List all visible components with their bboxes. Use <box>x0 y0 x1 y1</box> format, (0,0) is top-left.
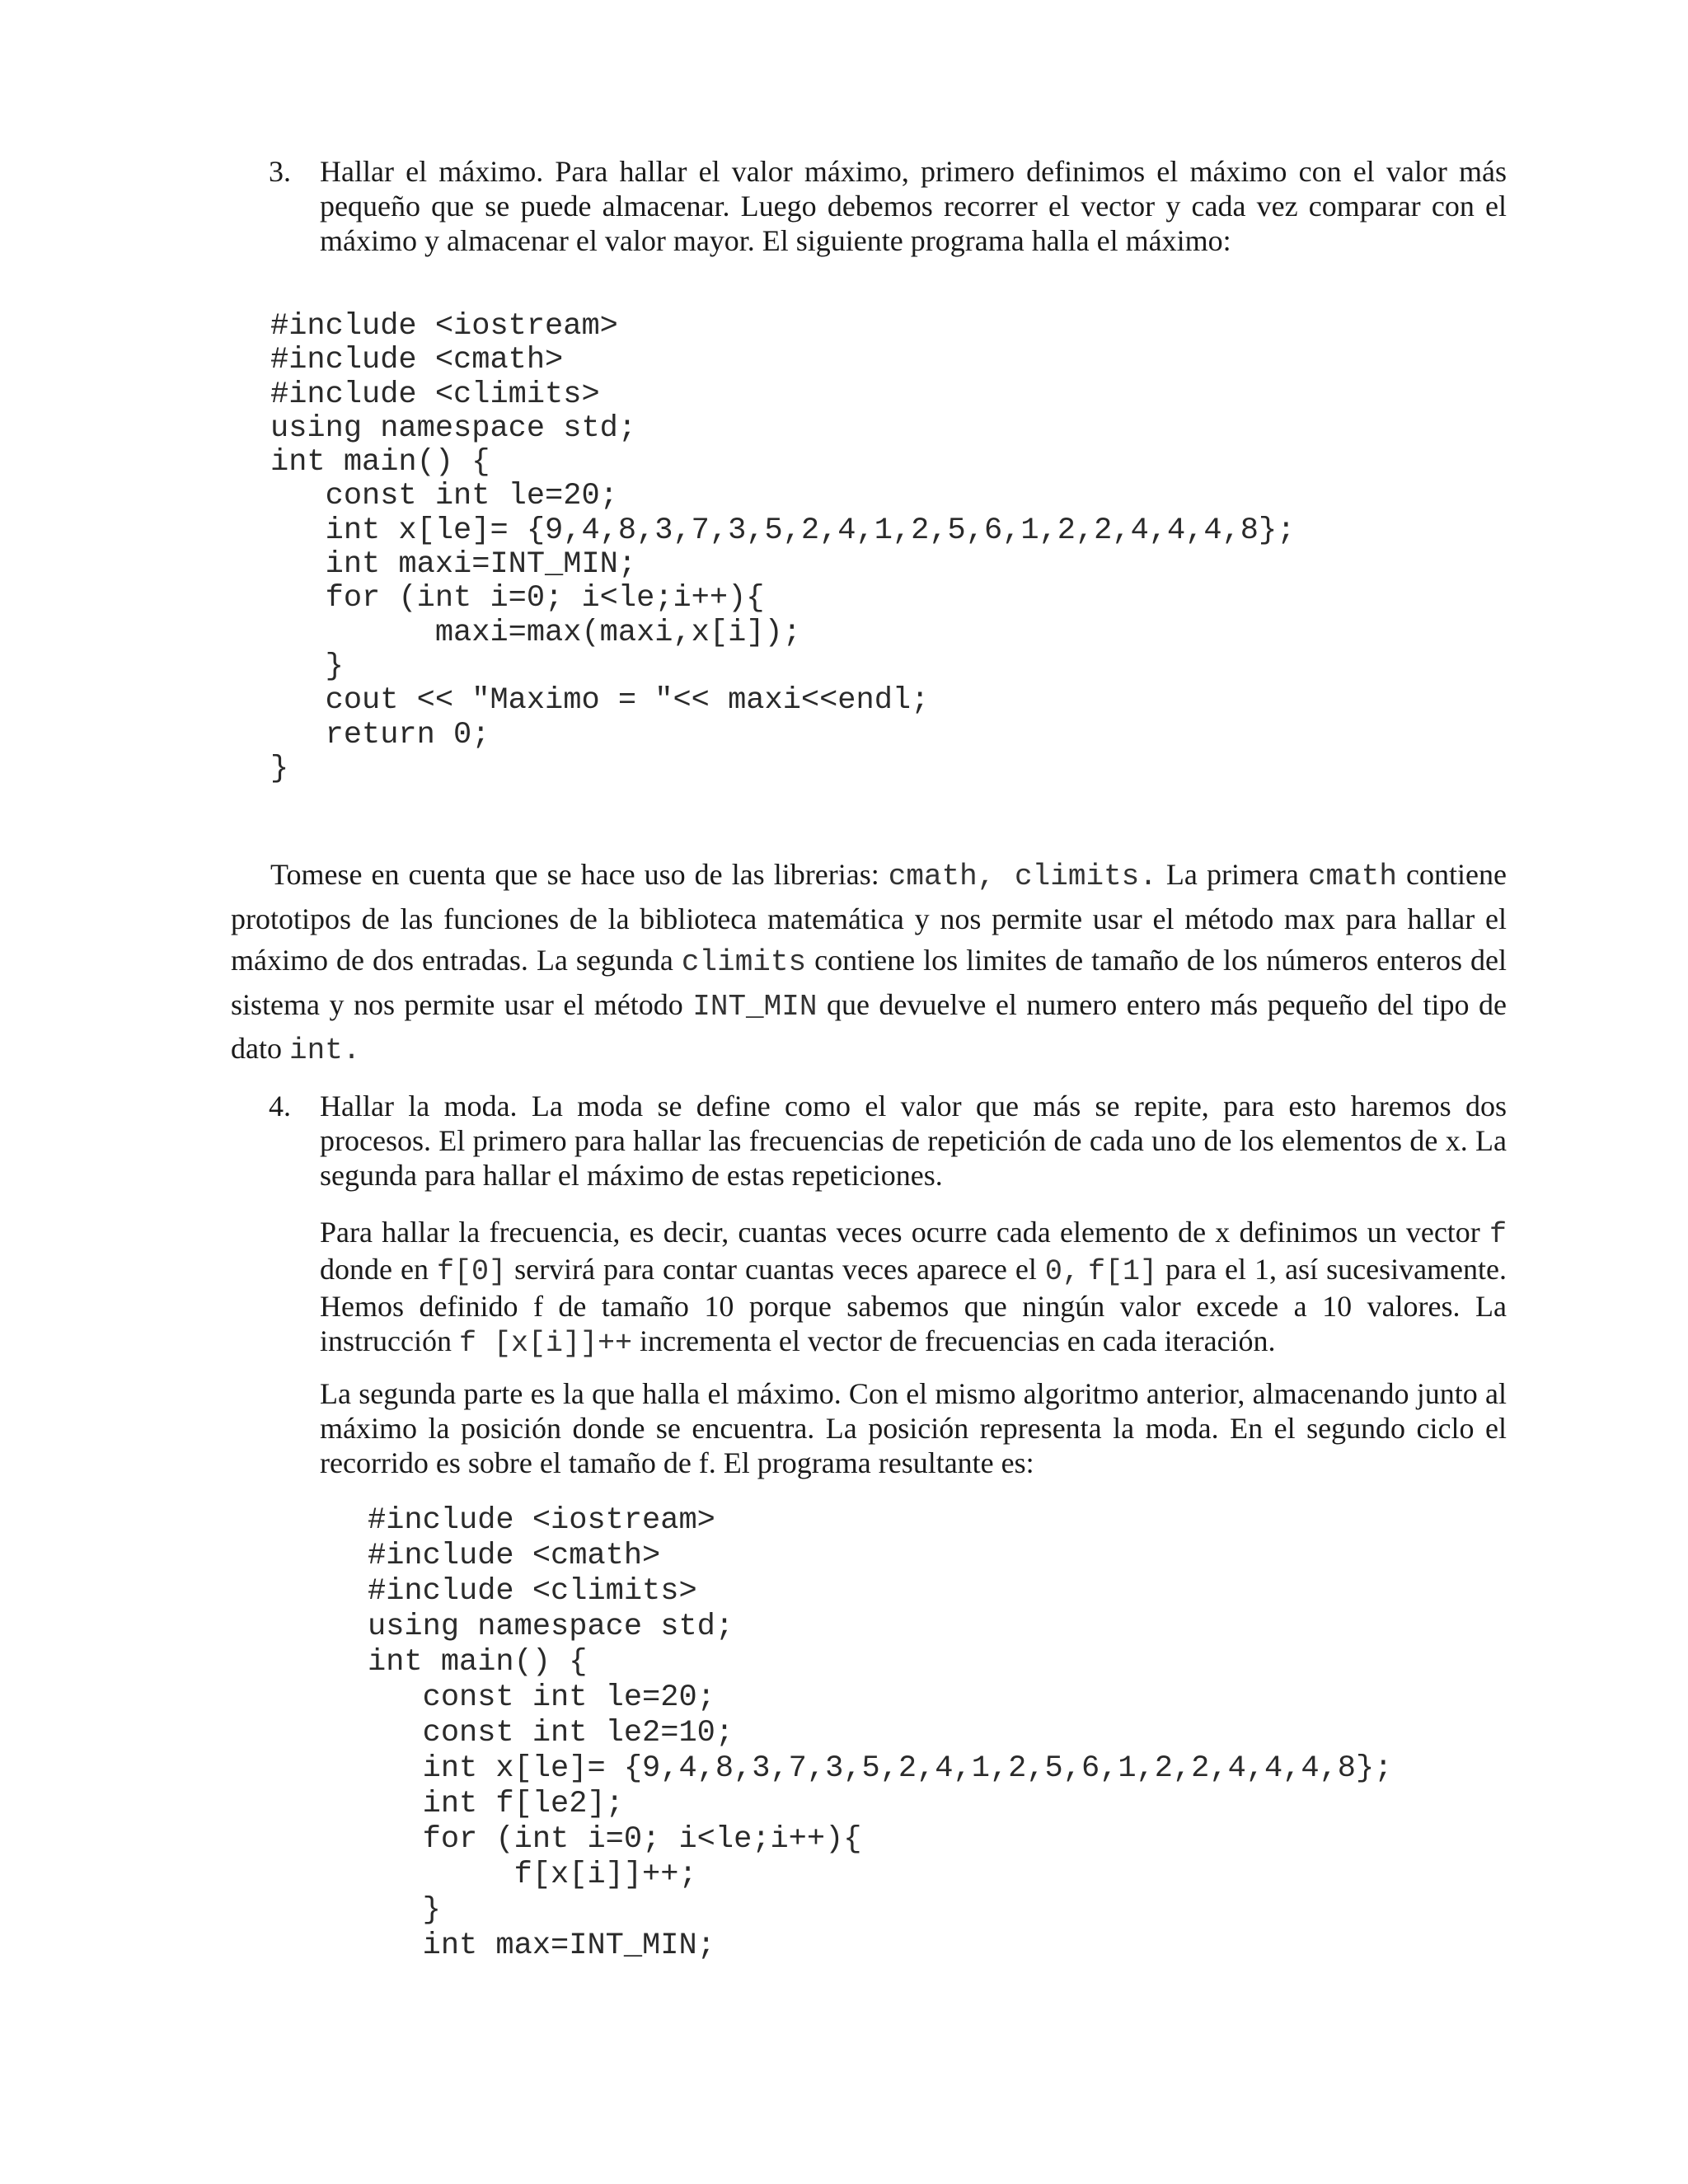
inline-code: f <box>1489 1218 1507 1251</box>
list-item-text: Hallar el máximo. Para hallar el valor máximo, primero definimos el máximo con el valor más pequeño que se puede almacenar. Luego debemos recorrer el vector y cada vez comparar con el máximo y almacenar el valor mayor. El siguiente programa halla el máximo: <box>320 155 1507 257</box>
inline-code: cmath, climits. <box>888 860 1157 893</box>
list-item-4 <box>269 1089 1507 1193</box>
code-block-max: #include <iostream> #include <cmath> #include <climits> using namespace std; int main() { const int le=20; int x[le]= {9,4,8,3,7,3,5,2,4,1,2,5,6,1,2,2,4,4,4,8}; int maxi=INT_MIN; for (int i=0; i<le;i++){ maxi=max(maxi,x[i]); } cout << "Maximo = "<< maxi<<endl; return 0; } <box>270 309 1296 786</box>
paragraph-libraries: Tomese en cuenta que se hace uso de las librerias: cmath, climits. La primera cmath contiene prototipos de las funciones de la biblioteca matemática y nos permite usar el método max para hallar el máximo de dos entradas. La segunda climits contiene los limites de tamaño de los números enteros del sistema y nos permite usar el método INT_MIN que devuelve el numero entero más pequeño del tipo de dato int. <box>231 858 1507 1067</box>
paragraph-frequency: Para hallar la frecuencia, es decir, cuantas veces ocurre cada elemento de x definimos un vector f donde en f[0] servirá para contar cuantas veces aparece el 0, f[1] para el 1, así sucesivamente. Hemos definido f de tamaño 10 porque sabemos que ningún valor excede a 10 valores. La instrucción f [x[i]]++ incrementa el vector de frecuencias en cada iteración. <box>320 1216 1507 1360</box>
paragraph-second-part: La segunda parte es la que halla el máximo. Con el mismo algoritmo anterior, almacenando junto al máximo la posición donde se encuentra. La posición representa la moda. En el segundo ciclo el recorrido es sobre el tamaño de f. El programa resultante es: <box>320 1377 1507 1479</box>
inline-code: INT_MIN <box>692 989 818 1024</box>
list-number: 3. <box>269 155 291 188</box>
list-item-3 <box>269 154 1507 258</box>
list-item-text: Hallar la moda. La moda se define como el valor que más se repite, para esto haremos dos procesos. El primero para hallar las frecuencias de repetición de cada uno de los elementos de x. La segunda para hallar el máximo de estas repeticiones. <box>320 1090 1507 1192</box>
code-block-mode: #include <iostream> #include <cmath> #include <climits> using namespace std; int main() { const int le=20; const int le2=10; int x[le]= {9,4,8,3,7,3,5,2,4,1,2,5,6,1,2,2,4,4,4,8}; int f[le2]; for (int i=0; i<le;i++){ f[x[i]]++; } int max=INT_MIN; <box>368 1503 1393 1963</box>
list-number: 4. <box>269 1090 291 1122</box>
inline-code: int. <box>288 1033 361 1067</box>
inline-code: f[1] <box>1087 1255 1157 1288</box>
inline-code: f[0] <box>437 1255 507 1288</box>
inline-code: 0, <box>1044 1255 1080 1288</box>
inline-code: f [x[i]]++ <box>458 1327 633 1360</box>
inline-code: cmath <box>1307 860 1397 893</box>
inline-code: climits <box>681 945 807 979</box>
